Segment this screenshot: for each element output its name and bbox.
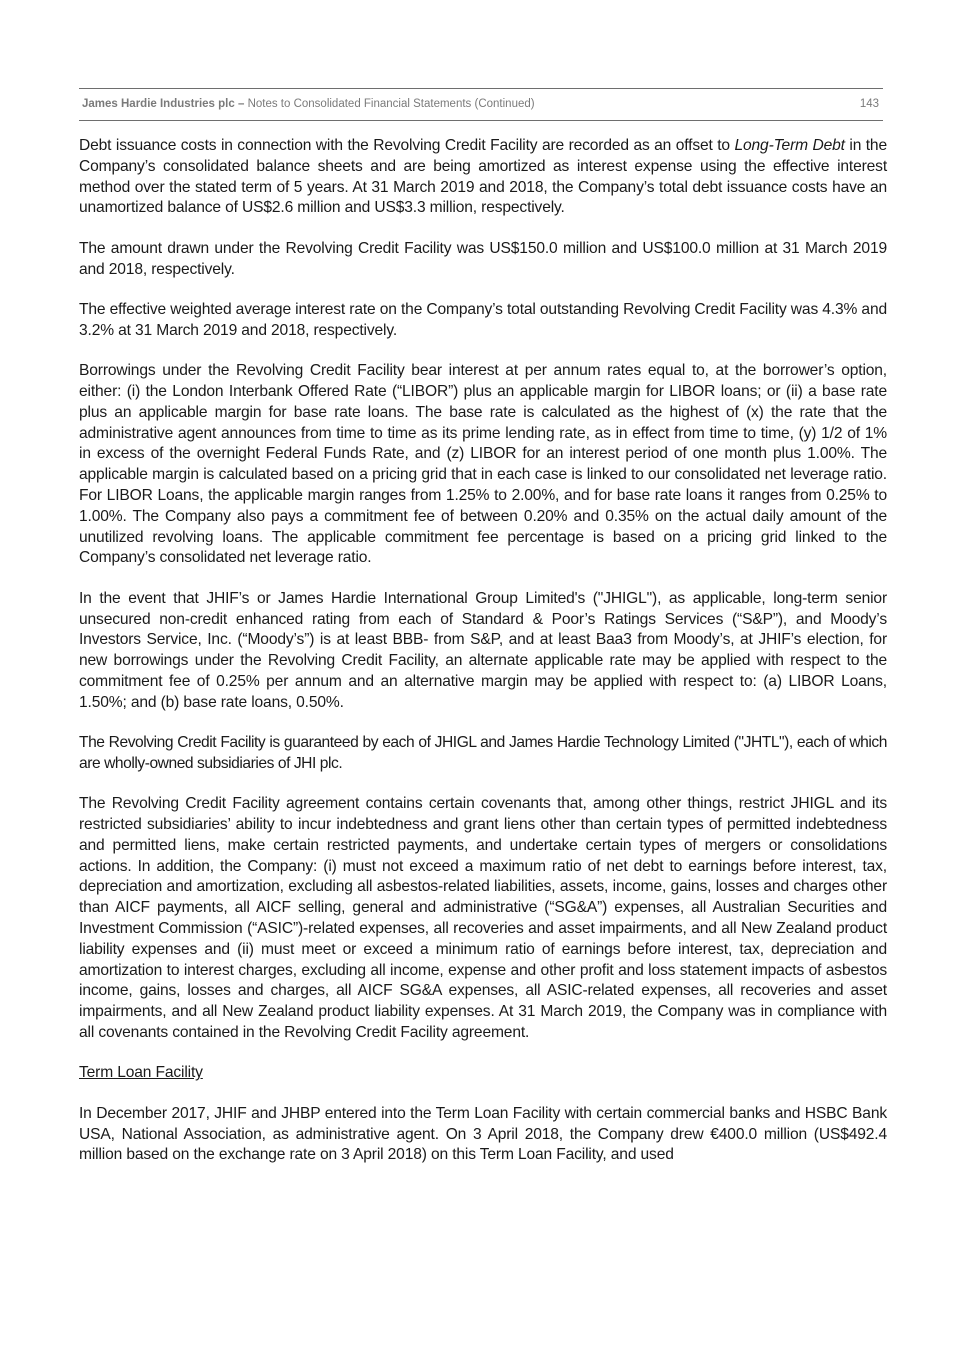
paragraph-borrowings: Borrowings under the Revolving Credit Facility bear interest at per annum rates equal to, at the borrower’s option, either: (i) the London Interbank Offered Rate (“LIBOR”) plus an applicable margin for LIBOR loans; or (ii) a base rate plus an applicable margin for base rate loans. The base rate is calculated as the highest of (x) the rate that the administrative agent announces from time to time as its prime lending rate, as in effect from time to time, (y) 1/2 of 1% in excess of the overnight Federal Funds Rate, and (z) LIBOR for an interest period of one month plus 1.00%. The applicable margin is calculated based on a pricing grid that in each case is linked to our consolidated net leverage ratio. For LIBOR Loans, the applicable margin ranges from 1.25% to 2.00%, and for base rate loans it ranges from 0.25% to 1.00%. The Company also pays a commitment fee of between 0.20% and 0.35% on the actual daily amount of the unutilized revolving loans. The applicable commitment fee percentage is based on a pricing grid linked to the Company’s consolidated net leverage ratio.: [79, 362, 887, 567]
header-separator: –: [234, 98, 248, 110]
paragraph-text: Debt issuance costs in connection with the Revolving Credit Facility are recorded as an offset to: [79, 137, 735, 154]
paragraph-text: in the Company’s consolidated balance sheets and are being amortized as interest expense using the effective interest method over the stated term of 5 years. At 31 March 2019 and 2018, the Company’s total debt issuance costs have an unamortized balance of US$2.6 million and US$3.3 million, respectively.: [79, 137, 887, 217]
paragraph-rating-event: In the event that JHIF’s or James Hardie International Group Limited's ("JHIGL"), as applicable, long-term senior unsecured non-credit enhanced rating from each of Standard & Poor’s Ratings Services (“S&P”), and Moody’s Investors Service, Inc. (“Moody’s”) is at least BBB- from S&P, and at least Baa3 from Moody’s, at JHIF’s election, for new borrowings under the Revolving Credit Facility, an alternate applicable rate may be applied with respect to the commitment fee of 0.25% per annum and an alternative margin may be applied with respect to: (a) LIBOR Loans, 1.50%; and (b) base rate loans, 0.50%.: [79, 589, 887, 711]
italic-term: Long-Term Debt: [734, 137, 845, 154]
paragraph-term-loan: In December 2017, JHIF and JHBP entered into the Term Loan Facility with certain commercial banks and HSBC Bank USA, National Association, as administrative agent. On 3 April 2018, the Company drew €400.0 million (US$492.4 million based on the exchange rate on 3 April 2018) on this Term Loan Facility, and used: [79, 1104, 887, 1164]
running-header: [82, 96, 879, 112]
header-section: Notes to Consolidated Financial Statements (Continued): [247, 98, 535, 110]
header-rule-bottom: [79, 120, 883, 121]
header-title: [82, 98, 535, 110]
section-subheading: Term Loan Facility: [79, 1064, 203, 1082]
paragraph-debt-issuance-costs: [79, 136, 887, 219]
paragraph-covenants: The Revolving Credit Facility agreement contains certain covenants that, among other things, restrict JHIGL and its restricted subsidiaries’ ability to incur indebtedness and grant liens other than certain types of permitted indebtedness and permitted liens, make certain restricted payments, and undertake certain types of mergers or consolidations actions. In addition, the Company: (i) must not exceed a maximum ratio of net debt to earnings before interest, tax, depreciation and amortization, excluding all asbestos-related liabilities, assets, income, gains, losses and charges other than AICF payments, all AICF selling, general and administrative (“SG&A”) expenses, all Australian Securities and Investment Commission (“ASIC”)-related expenses, all recoveries and asset impairments, and all New Zealand product liability expenses and (ii) must meet or exceed a minimum ratio of earnings before interest, tax, depreciation and amortization to interest charges, excluding all income, expense and other profit and loss statement impacts of asbestos income, gains, losses and charges, all AICF SG&A expenses, all ASIC-related expenses, all recoveries and asset impairments, and all New Zealand product liability expenses. At 31 March 2019, the Company was in compliance with all covenants contained in the Revolving Credit Facility agreement.: [79, 795, 887, 1042]
paragraph-guarantee: The Revolving Credit Facility is guaranteed by each of JHIGL and James Hardie Technology Limited ("JHTL"), each of which are wholly-owned subsidiaries of JHI plc.: [79, 734, 887, 772]
page-number: 143: [859, 98, 879, 110]
document-body: [79, 136, 887, 1186]
paragraph-amount-drawn: The amount drawn under the Revolving Credit Facility was US$150.0 million and US$100.0 million at 31 March 2019 and 2018, respectively.: [79, 239, 887, 278]
header-rule-top: [79, 88, 883, 89]
paragraph-interest-rate: The effective weighted average interest rate on the Company’s total outstanding Revolving Credit Facility was 4.3% and 3.2% at 31 March 2019 and 2018, respectively.: [79, 300, 887, 339]
header-company: James Hardie Industries plc: [82, 98, 235, 110]
